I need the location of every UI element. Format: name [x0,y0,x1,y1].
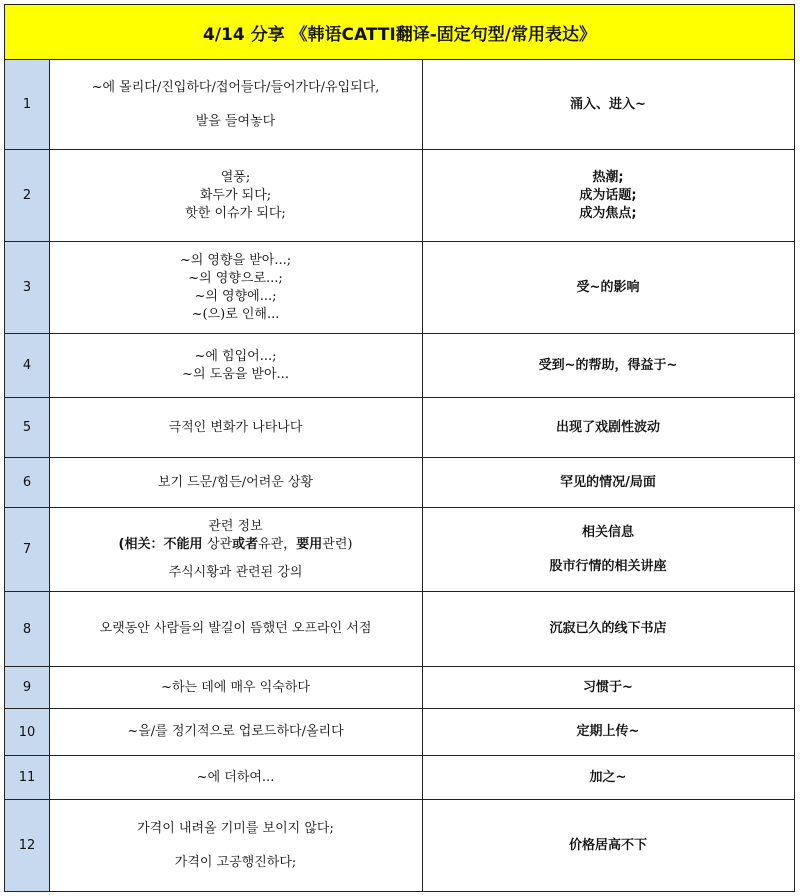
table-row [5,334,794,398]
cell-line: 出现了戏剧性波动 [555,419,660,435]
korean-cell [49,709,423,755]
cell-line: 价格居高不下 [568,837,647,853]
korean-cell [49,398,423,457]
cell-line: ~의 영향에...; [194,288,277,304]
table-row [5,800,794,892]
cell-line: 가격이 내려올 기미를 보이지 않다; [137,820,334,836]
row-number: 6 [5,458,50,507]
cell-line: ~의 영향으로...; [188,270,283,286]
cell-line: 股市行情的相关讲座 [549,558,667,574]
note-part: 관련) [322,536,353,552]
row-number: 5 [5,398,50,457]
table-row [5,592,794,667]
row-number: 2 [5,150,50,241]
cell-line: 涌入、进入~ [570,96,646,112]
chinese-cell [422,242,794,333]
cell-line: 화두가 되다; [199,187,272,203]
cell-line: ~을/를 정기적으로 업로드하다/올리다 [127,724,344,739]
table-row [5,60,794,150]
cell-line: 受到~的帮助，得益于~ [538,357,678,373]
row-number: 7 [5,508,50,591]
korean-cell [49,458,423,507]
cell-line: 罕见的情况/局面 [560,474,656,490]
cell-line: 定期上传~ [576,724,640,739]
table-row [5,756,794,800]
cell-line: ~에 몰리다/진입하다/접어들다/들어가다/유입되다, [91,79,380,95]
cell-line: 成为焦点; [579,205,637,221]
table-row [5,458,794,508]
note-part: 或者 [232,536,259,552]
chinese-cell [422,592,794,666]
korean-cell [49,150,423,241]
cell-line: 相关信息 [581,524,634,540]
korean-cell [49,592,423,666]
korean-cell [49,667,423,708]
cell-line: 加之~ [589,769,627,785]
korean-cell [49,334,423,397]
note-part: (相关：不能用 [118,536,207,552]
chinese-cell [422,150,794,241]
chinese-cell [422,458,794,507]
chinese-cell [422,508,794,591]
table-title: 4/14 分享 《韩语CATTI翻译-固定句型/常用表达》 [5,5,794,60]
cell-line: 受~的影响 [576,279,640,295]
chinese-cell [422,667,794,708]
cell-line: 핫한 이슈가 되다; [185,205,286,221]
korean-cell [49,800,423,891]
phrase-table [4,4,795,892]
cell-line: 沉寂已久的线下书店 [549,621,667,636]
cell-line: 발을 들여놓다 [195,113,276,129]
row-number: 9 [5,667,50,708]
cell-line: 热潮; [592,169,624,185]
row-number: 11 [5,756,50,799]
cell-line: 주식시황과 관련된 강의 [168,564,303,580]
cell-line: 관련 정보 [208,518,263,534]
row-number: 12 [5,800,50,891]
korean-cell [49,508,423,591]
cell-line: ~(으)로 인해... [191,306,280,322]
cell-line: 극적인 변화가 나타나다 [168,419,303,435]
chinese-cell [422,709,794,755]
table-row [5,667,794,709]
row-number: 10 [5,709,50,755]
cell-line: ~에 더하여... [196,769,275,785]
row-number: 3 [5,242,50,333]
cell-line: ~의 도움을 받아... [182,366,289,382]
korean-cell [49,60,423,149]
cell-line: 오랫동안 사람들의 발길이 뜸했던 오프라인 서점 [99,621,372,636]
cell-line: 보기 드문/힘든/어려운 상황 [157,474,314,490]
table-row [5,150,794,242]
table-row [5,398,794,458]
row-number: 1 [5,60,50,149]
row-number: 4 [5,334,50,397]
note-part: 要用 [296,536,323,552]
chinese-cell [422,800,794,891]
note-part: 상관 [206,536,233,552]
table-row [5,709,794,756]
korean-cell [49,756,423,799]
cell-line: ~하는 데에 매우 익숙하다 [161,679,310,695]
chinese-cell [422,398,794,457]
table-row [5,508,794,592]
cell-line: ~에 힘입어...; [194,348,277,364]
chinese-cell [422,334,794,397]
usage-note [119,536,353,554]
row-number: 8 [5,592,50,666]
cell-line: 成为话题; [579,187,637,203]
chinese-cell [422,756,794,799]
cell-line: 가격이 고공행진하다; [174,854,297,870]
table-row [5,242,794,334]
note-part: 유관， [258,536,297,552]
cell-line: 열풍; [220,169,251,185]
cell-line: ~의 영향을 받아...; [179,252,292,268]
korean-cell [49,242,423,333]
chinese-cell [422,60,794,149]
cell-line: 习惯于~ [583,679,633,695]
